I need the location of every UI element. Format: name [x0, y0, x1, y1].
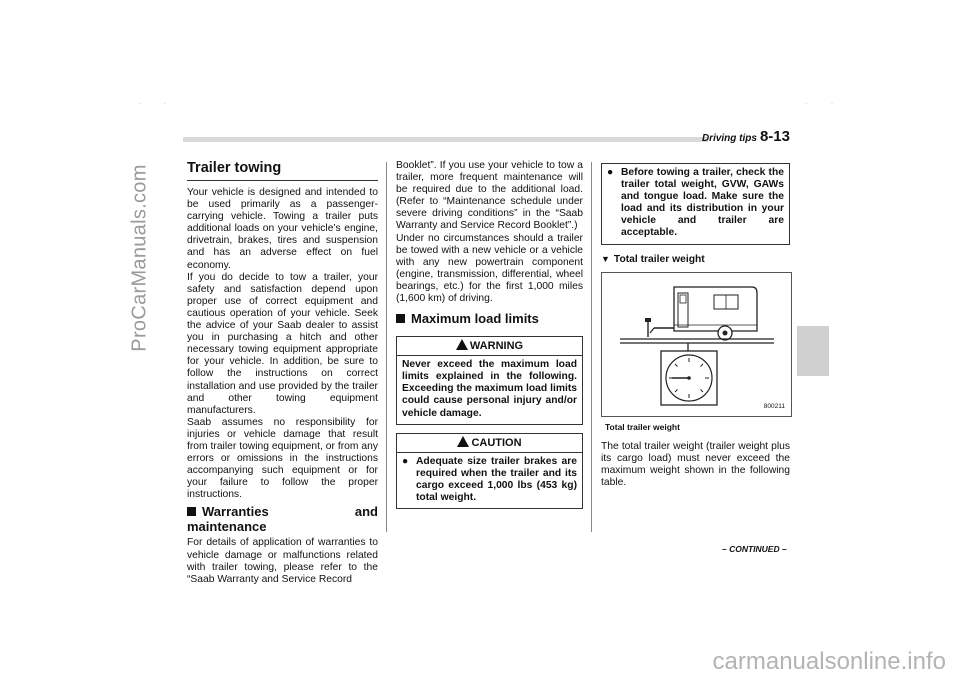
bottom-watermark: carmanualsonline.info — [712, 648, 946, 675]
caution-box — [396, 433, 583, 509]
square-bullet-icon — [187, 507, 196, 516]
total-weight-heading: ▼ Total trailer weight — [601, 253, 705, 265]
column-1 — [187, 160, 378, 586]
page-number: 8-13 — [759, 128, 790, 145]
crop-marks-left: · · — [138, 98, 177, 108]
running-header — [702, 128, 790, 146]
caution-header: CAUTION — [397, 434, 582, 453]
crop-marks-right: · · — [805, 98, 844, 108]
column-3 — [601, 160, 790, 489]
warning-triangle-icon — [456, 339, 468, 350]
maintenance-paragraph: Booklet”. If you use your vehicle to tow a trailer, more frequent maintenance will be required due to the additional load. (Refer to “Maintenance schedule under severe driving conditions” in the “Saab Warranty and Service Record Booklet”.) — [396, 160, 583, 232]
intro-paragraph: If you do decide to tow a trailer, your safety and satisfaction depend upon proper use of correct equipment and cautious operation of your vehicle. Seek the advice of your Saab dealer to assist you in purchasing a hitch and other necessary towing equipment appropriate for your vehicle. In addition, be sure to follow the instructions on correct installation and use provided by the trailer and other towing equipment manufacturers. — [187, 271, 378, 416]
note-bullet: ● Before towing a trailer, check the trailer total weight, GVW, GAWs and tongue load. Make sure the load and its distribution in your vehicle and trailer are acceptable. — [607, 167, 784, 239]
warranty-heading: Warranties and maintenance — [187, 504, 378, 535]
section-title: Driving tips — [701, 133, 757, 144]
intro-paragraph: Your vehicle is designed and intended to be used primarily as a passenger-carrying vehicle. Towing a trailer puts additional loads on your vehicle’s engine, drivetrain, brakes, tires and suspension and has an adverse effect on fuel economy. — [187, 187, 378, 271]
section-heading: Trailer towing — [187, 160, 378, 181]
chapter-thumb-tab — [797, 326, 829, 376]
caution-bullet: ● Adequate size trailer brakes are required when the trailer and its cargo exceed 1,000 lbs (453 kg) total weight. — [402, 455, 577, 503]
warning-text: Never exceed the maximum load limits explained in the following. Exceeding the maximum load limits could cause personal injury and/or vehicle damage. — [402, 359, 577, 419]
column-divider-2 — [591, 162, 592, 532]
side-watermark: ProCarManuals.com — [128, 164, 151, 352]
trailer-weight-figure — [601, 272, 792, 417]
column-2 — [396, 160, 583, 509]
warning-box — [396, 336, 583, 424]
square-bullet-icon — [396, 314, 405, 323]
warning-header: WARNING — [397, 337, 582, 356]
triangle-bullet-icon: ▼ — [601, 253, 610, 264]
note-box — [601, 163, 790, 245]
caution-triangle-icon — [457, 436, 469, 447]
intro-paragraph: Saab assumes no responsibility for injuries or vehicle damage that result from trailer towing equipment, or from any errors or omissions in the instructions accompanying such equipment or for your failure to follow the proper instructions. — [187, 416, 378, 501]
bullet-dot-icon: ● — [607, 167, 614, 178]
header-rule — [183, 137, 708, 142]
trailer-on-scale-illustration — [602, 273, 791, 416]
continued-label: – CONTINUED – — [722, 544, 787, 554]
figure-code: 800211 — [763, 402, 785, 410]
new-vehicle-paragraph: Under no circumstances should a trailer be towed with a new vehicle or a vehicle with any new powertrain component (engine, transmission, differential, wheel bearings, etc.) for the first 1,000 miles (1,600 km) of driving. — [396, 232, 583, 305]
column-divider-1 — [386, 162, 387, 532]
warranty-paragraph: For details of application of warranties to vehicle damage or malfunctions related with trailer towing, please refer to the “Saab Warranty and Service Record — [187, 537, 378, 585]
figure-caption: Total trailer weight — [605, 421, 680, 432]
max-load-heading: Maximum load limits — [396, 311, 583, 326]
total-weight-paragraph: The total trailer weight (trailer weight plus its cargo load) must never exceed the maximum weight shown in the following table. — [601, 440, 790, 489]
bullet-dot-icon: ● — [402, 455, 409, 467]
